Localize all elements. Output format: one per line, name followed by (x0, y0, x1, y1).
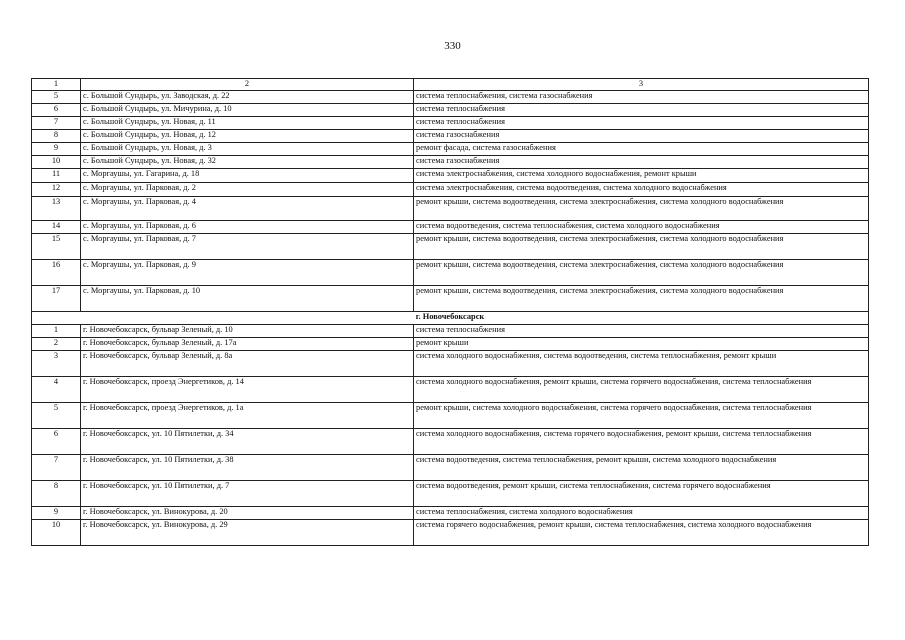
table-row (32, 116, 869, 129)
row-works: система теплоснабжения (414, 103, 869, 116)
works-table (31, 78, 869, 546)
table-row (32, 402, 869, 428)
row-works: система холодного водоснабжения, ремонт крыши, система горячего водоснабжения, система теплоснабжения (414, 376, 869, 402)
row-number: 8 (32, 129, 81, 142)
table-row (32, 350, 869, 376)
row-works: ремонт крыши, система холодного водоснабжения, система горячего водоснабжения, система теплоснабжения (414, 402, 869, 428)
section-row (32, 311, 869, 324)
row-works: система электроснабжения, система водоотведения, система холодного водоснабжения (414, 182, 869, 196)
row-number: 5 (32, 402, 81, 428)
row-number: 16 (32, 259, 81, 285)
row-address: с. Большой Сундырь, ул. Новая, д. 11 (81, 116, 414, 129)
row-address: с. Моргаушы, ул. Парковая, д. 7 (81, 233, 414, 259)
row-works: система теплоснабжения, система газоснабжения (414, 90, 869, 103)
row-works: ремонт крыши, система водоотведения, система электроснабжения, система холодного водоснабжения (414, 196, 869, 220)
table-row (32, 182, 869, 196)
row-number: 6 (32, 103, 81, 116)
section-title: г. Новочебоксарск (32, 311, 869, 324)
table-row (32, 519, 869, 545)
row-works: система теплоснабжения, система холодного водоснабжения (414, 506, 869, 519)
row-works: система теплоснабжения (414, 324, 869, 337)
table-body (32, 79, 869, 546)
row-works: ремонт крыши, система водоотведения, система электроснабжения, система холодного водоснабжения (414, 259, 869, 285)
row-works: система водоотведения, ремонт крыши, система теплоснабжения, система горячего водоснабжения (414, 480, 869, 506)
page-number: 330 (444, 40, 461, 52)
row-number: 3 (32, 350, 81, 376)
row-works: система электроснабжения, система холодного водоснабжения, ремонт крыши (414, 168, 869, 182)
row-works: система водоотведения, система теплоснабжения, система холодного водоснабжения (414, 220, 869, 233)
row-number: 10 (32, 155, 81, 168)
row-address: с. Моргаушы, ул. Парковая, д. 2 (81, 182, 414, 196)
row-number: 9 (32, 142, 81, 155)
row-works: система газоснабжения (414, 129, 869, 142)
table-row (32, 285, 869, 311)
row-address: с. Большой Сундырь, ул. Новая, д. 3 (81, 142, 414, 155)
row-address: г. Новочебоксарск, бульвар Зеленый, д. 10 (81, 324, 414, 337)
row-number: 7 (32, 116, 81, 129)
row-address: с. Моргаушы, ул. Парковая, д. 10 (81, 285, 414, 311)
row-number: 10 (32, 519, 81, 545)
table-row (32, 196, 869, 220)
table-row (32, 220, 869, 233)
row-address: с. Большой Сундырь, ул. Мичурина, д. 10 (81, 103, 414, 116)
row-address: с. Моргаушы, ул. Парковая, д. 9 (81, 259, 414, 285)
table-row (32, 129, 869, 142)
row-address: г. Новочебоксарск, ул. Винокурова, д. 29 (81, 519, 414, 545)
row-works: система теплоснабжения (414, 116, 869, 129)
row-works: система холодного водоснабжения, система водоотведения, система теплоснабжения, ремонт крыши (414, 350, 869, 376)
table-row (32, 506, 869, 519)
row-number: 5 (32, 90, 81, 103)
row-address: г. Новочебоксарск, ул. Винокурова, д. 20 (81, 506, 414, 519)
table-row (32, 142, 869, 155)
header-cell-1: 1 (32, 79, 81, 91)
row-works: ремонт крыши, система водоотведения, система электроснабжения, система холодного водоснабжения (414, 285, 869, 311)
header-row (32, 79, 869, 91)
table-row (32, 480, 869, 506)
table-row (32, 90, 869, 103)
row-number: 8 (32, 480, 81, 506)
row-number: 2 (32, 337, 81, 350)
row-number: 1 (32, 324, 81, 337)
row-address: с. Большой Сундырь, ул. Заводская, д. 22 (81, 90, 414, 103)
table-row (32, 155, 869, 168)
row-address: с. Моргаушы, ул. Гагарина, д. 18 (81, 168, 414, 182)
table-row (32, 428, 869, 454)
row-number: 13 (32, 196, 81, 220)
row-number: 4 (32, 376, 81, 402)
row-works: ремонт крыши, система водоотведения, система электроснабжения, система холодного водоснабжения (414, 233, 869, 259)
header-cell-2: 2 (81, 79, 414, 91)
table-row (32, 259, 869, 285)
row-number: 9 (32, 506, 81, 519)
row-address: г. Новочебоксарск, бульвар Зеленый, д. 8а (81, 350, 414, 376)
row-address: с. Большой Сундырь, ул. Новая, д. 32 (81, 155, 414, 168)
row-number: 6 (32, 428, 81, 454)
row-number: 12 (32, 182, 81, 196)
row-address: г. Новочебоксарск, ул. 10 Пятилетки, д. 38 (81, 454, 414, 480)
table-row (32, 376, 869, 402)
row-address: г. Новочебоксарск, проезд Энергетиков, д. 14 (81, 376, 414, 402)
row-address: с. Большой Сундырь, ул. Новая, д. 12 (81, 129, 414, 142)
row-address: г. Новочебоксарск, ул. 10 Пятилетки, д. 7 (81, 480, 414, 506)
row-works: система холодного водоснабжения, система горячего водоснабжения, ремонт крыши, система теплоснабжения (414, 428, 869, 454)
table-row (32, 103, 869, 116)
table-row (32, 337, 869, 350)
table-row (32, 233, 869, 259)
row-address: с. Моргаушы, ул. Парковая, д. 4 (81, 196, 414, 220)
row-number: 7 (32, 454, 81, 480)
row-works: система водоотведения, система теплоснабжения, ремонт крыши, система холодного водоснабжения (414, 454, 869, 480)
row-number: 17 (32, 285, 81, 311)
table-row (32, 324, 869, 337)
row-works: система газоснабжения (414, 155, 869, 168)
table-row (32, 168, 869, 182)
row-works: система горячего водоснабжения, ремонт крыши, система теплоснабжения, система холодного водоснабжения (414, 519, 869, 545)
row-number: 15 (32, 233, 81, 259)
table-row (32, 454, 869, 480)
row-address: г. Новочебоксарск, ул. 10 Пятилетки, д. 34 (81, 428, 414, 454)
row-works: ремонт фасада, система газоснабжения (414, 142, 869, 155)
row-number: 11 (32, 168, 81, 182)
row-address: с. Моргаушы, ул. Парковая, д. 6 (81, 220, 414, 233)
row-address: г. Новочебоксарск, проезд Энергетиков, д. 1а (81, 402, 414, 428)
row-works: ремонт крыши (414, 337, 869, 350)
row-address: г. Новочебоксарск, бульвар Зеленый, д. 17а (81, 337, 414, 350)
row-number: 14 (32, 220, 81, 233)
header-cell-3: 3 (414, 79, 869, 91)
